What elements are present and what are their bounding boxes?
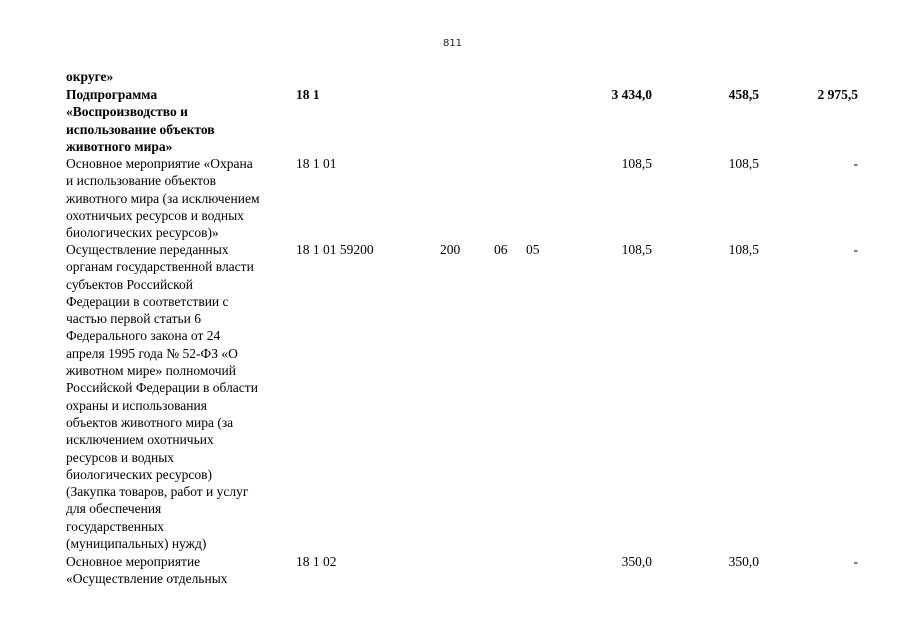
target-article-code: 18 1 02 (296, 554, 337, 569)
subsection-code: 05 (526, 242, 540, 257)
row-name-line: апреля 1995 года № 52-ФЗ «О (66, 345, 238, 361)
amount-total: 3 434,0 (611, 87, 652, 102)
amount-federal: 108,5 (728, 242, 759, 257)
row-name (66, 86, 288, 155)
target-article-code: 18 1 (296, 87, 320, 102)
expense-type-code: 200 (440, 242, 461, 257)
amount-regional: - (853, 554, 858, 569)
row-name-line: Подпрограмма (66, 87, 158, 102)
row-name-line: органам государственной власти (66, 259, 254, 275)
row-name-line: биологических ресурсов)» (66, 225, 219, 241)
amount-federal: 350,0 (728, 554, 759, 569)
row-name-line: животном мире» полномочий (66, 363, 237, 379)
row-name-line: Федерации в соответствии с (66, 293, 229, 309)
row-name (66, 241, 288, 552)
amount-regional: 2 975,5 (817, 87, 858, 102)
row-name-line: ресурсов и водных (66, 449, 175, 465)
row-name-line: Основное мероприятие «Охрана (66, 156, 253, 171)
row-name-line: исключением охотничьих (66, 432, 214, 448)
row-name-line: и использование объектов (66, 173, 216, 189)
page-number: 811 (442, 38, 463, 49)
amount-total: 108,5 (621, 242, 652, 257)
row-name (66, 155, 288, 241)
row-name-line: для обеспечения (66, 501, 162, 517)
row-name-line: государственных (66, 518, 165, 534)
row-name-line: животного мира» (66, 138, 173, 154)
row-name-line: (Закупка товаров, работ и услуг (66, 484, 249, 500)
amount-regional: - (853, 156, 858, 171)
row-name-line: охотничьих ресурсов и водных (66, 207, 244, 223)
amount-total: 108,5 (621, 156, 652, 171)
amount-regional: - (853, 242, 858, 257)
row-name-line: животного мира (за исключением (66, 190, 260, 206)
row-name-line: Федерального закона от 24 (66, 328, 221, 344)
row-name-line: Основное мероприятие (66, 554, 201, 569)
row-name-line: «Воспроизводство и (66, 104, 188, 120)
amount-federal: 108,5 (728, 156, 759, 171)
target-article-code: 18 1 01 (296, 156, 337, 171)
row-name (66, 553, 288, 588)
target-article-code: 18 1 01 59200 (296, 242, 374, 257)
row-name-line: использование объектов (66, 121, 215, 137)
section-code: 06 (494, 242, 508, 257)
row-name-line: объектов животного мира (за (66, 414, 234, 430)
row-name-line: частью первой статьи 6 (66, 311, 201, 327)
amount-federal: 458,5 (728, 87, 759, 102)
row-name-line: округе» (66, 69, 114, 84)
row-name-line: (муниципальных) нужд) (66, 536, 207, 552)
row-name-line: субъектов Российской (66, 276, 194, 292)
amount-total: 350,0 (621, 554, 652, 569)
row-name-line: охраны и использования (66, 397, 207, 413)
row-name-line: «Осуществление отдельных (66, 571, 228, 587)
row-name-line: Осуществление переданных (66, 242, 229, 257)
row-name (66, 68, 288, 85)
row-name-line: Российской Федерации в области (66, 380, 258, 396)
row-name-line: биологических ресурсов) (66, 466, 212, 482)
